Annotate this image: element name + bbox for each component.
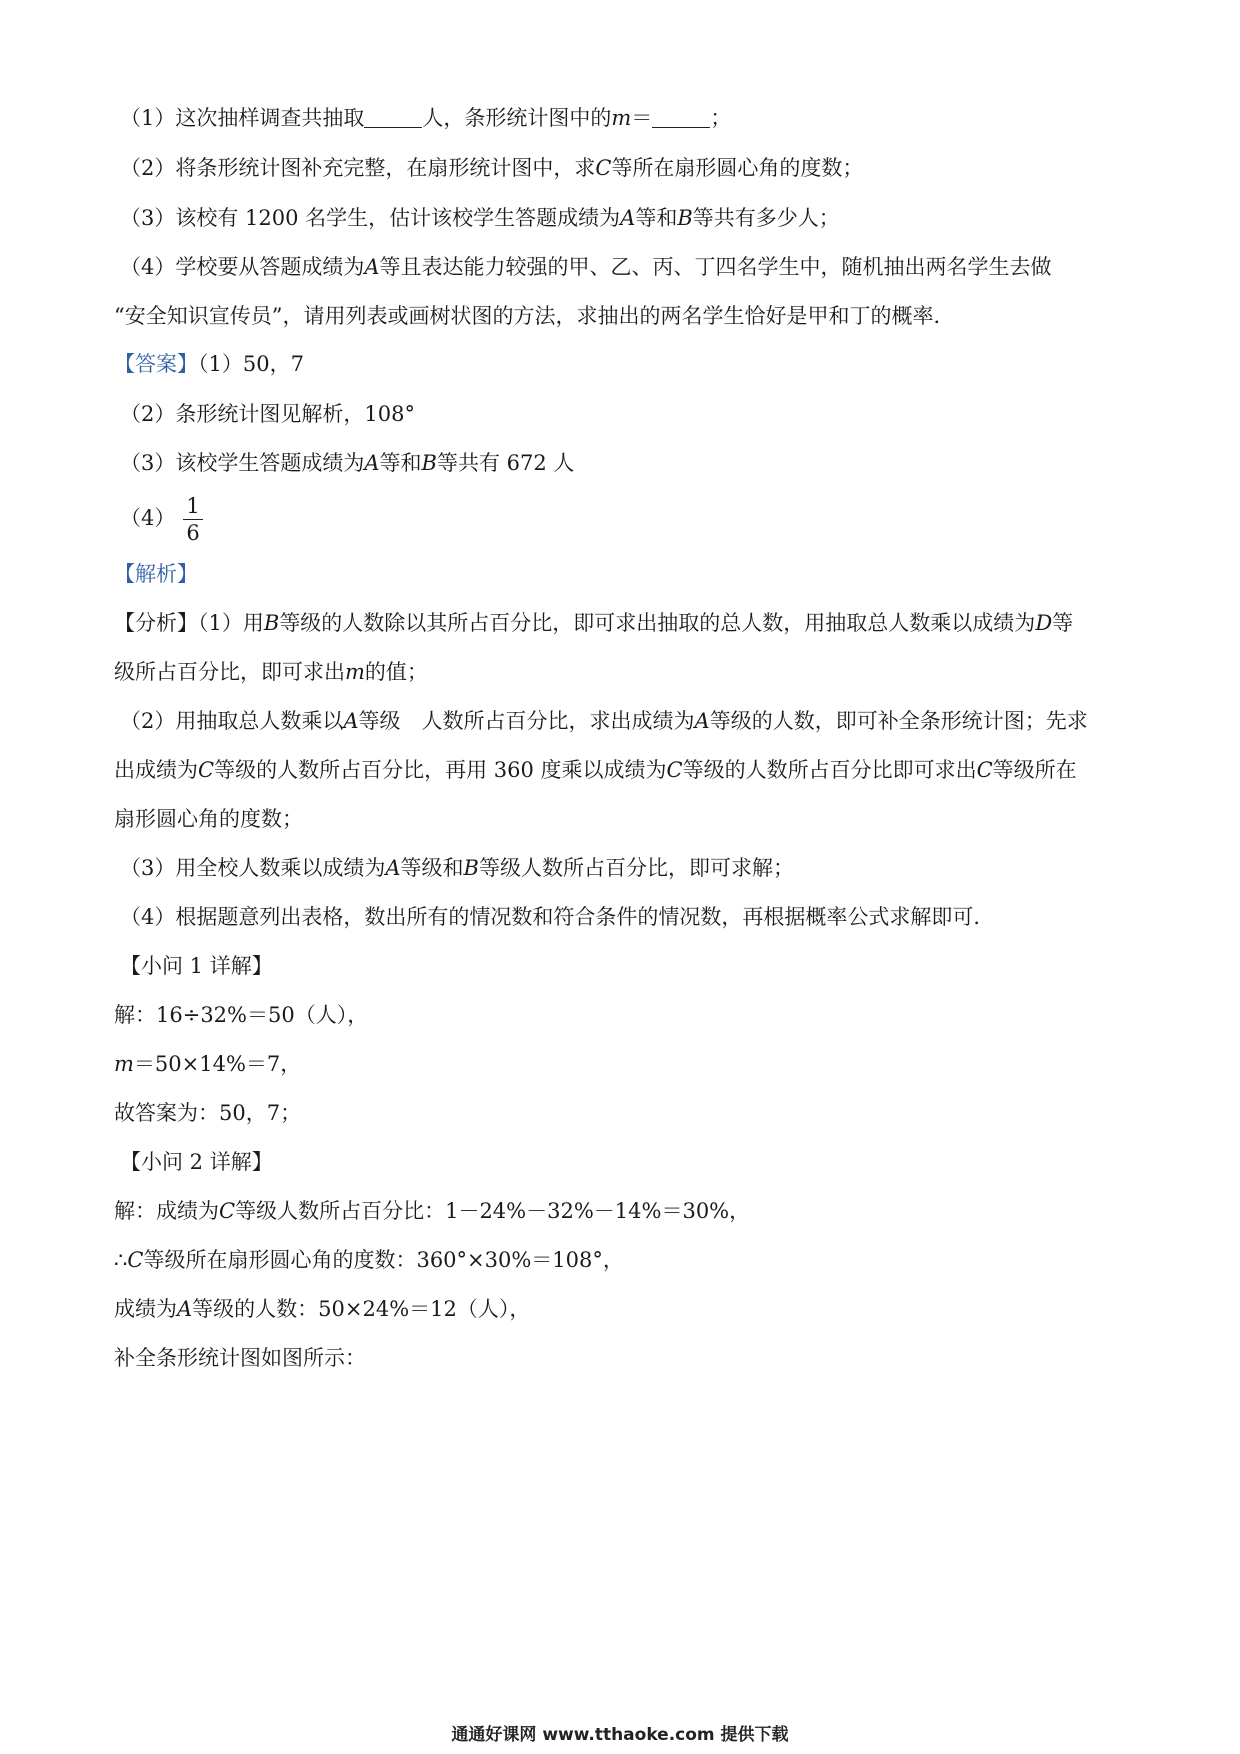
analysis-text: （2）用抽取总人数乘以 <box>120 709 344 733</box>
variable-a: A <box>364 255 380 279</box>
answer-4-prefix: （4） <box>120 506 176 530</box>
detail-1-heading <box>120 952 273 980</box>
solution-text: 成绩为 <box>114 1297 177 1321</box>
variable-a: A <box>694 709 710 733</box>
question-3-text: 等和 <box>635 206 678 230</box>
analysis-text: 等级所在 <box>992 758 1077 782</box>
analysis-text: 等级的人数，即可补全条形统计图；先求 <box>709 709 1088 733</box>
variable-a: A <box>177 1297 193 1321</box>
question-4-text: 等且表达能力较强的甲、乙、丙、丁四名学生中，随机抽出两名学生去做 <box>379 255 1052 279</box>
detail-2-heading <box>120 1148 273 1176</box>
question-1-text: ； <box>710 106 732 130</box>
variable-c: C <box>219 1199 236 1223</box>
question-1-text: 人，条形统计图中的 <box>422 106 612 130</box>
question-3-text: 等共有多少人； <box>692 206 840 230</box>
variable-m: m <box>345 660 365 684</box>
solution-text: 故答案为：50，7； <box>114 1101 302 1125</box>
question-4-text: （4）学校要从答题成绩为 <box>120 255 365 279</box>
analysis-text: （1）用 <box>198 611 264 635</box>
analysis-part-2-continued <box>114 756 1077 784</box>
therefore-symbol: ∴ <box>114 1248 128 1272</box>
answer-blank-2 <box>652 105 710 128</box>
analysis-text: 等级的人数所占百分比即可求出 <box>682 758 977 782</box>
detail-1-line-1 <box>114 1001 368 1029</box>
analysis-label: 【解析】 <box>114 562 198 586</box>
detail-1-line-3 <box>114 1099 301 1127</box>
variable-c: C <box>198 758 215 782</box>
solution-text: 等级的人数：50×24%＝12（人）， <box>192 1297 531 1321</box>
analysis-text: 等级 人数所占百分比，求出成绩为 <box>358 709 695 733</box>
answer-3-text: 等共有 672 人 <box>436 451 575 475</box>
analysis-text: 扇形圆心角的度数； <box>114 807 303 831</box>
question-3-text: （3）该校有 1200 名学生，估计该校学生答题成绩为 <box>120 206 621 230</box>
detail-2-line-4 <box>114 1344 366 1372</box>
question-2 <box>120 154 863 182</box>
fraction-one-sixth <box>183 493 202 546</box>
analysis-part-3 <box>120 854 794 882</box>
variable-b: B <box>263 611 280 635</box>
analysis-part-1-continued <box>114 658 428 686</box>
analysis-text: 出成绩为 <box>114 758 198 782</box>
question-2-text: （2）将条形统计图补充完整，在扇形统计图中，求 <box>120 156 596 180</box>
solution-text: ＝50×14%＝7， <box>133 1052 302 1076</box>
detail-1-label: 【小问 1 详解】 <box>120 954 273 978</box>
variable-m: m <box>611 106 632 130</box>
variable-a: A <box>343 709 359 733</box>
variable-c: C <box>666 758 683 782</box>
answer-label: 【答案】 <box>114 352 198 376</box>
analysis-subheading: 【分析】 <box>114 611 198 635</box>
question-4-text: “安全知识宣传员”，请用列表或画树状图的方法，求抽出的两名学生恰好是甲和丁的概率． <box>114 304 955 328</box>
variable-b: B <box>463 856 479 880</box>
question-4 <box>120 253 1052 281</box>
question-3 <box>120 204 840 232</box>
page-footer: 通通好课网 www.tthaoke.com 提供下载 <box>451 1725 789 1745</box>
variable-a: A <box>364 451 380 475</box>
detail-2-line-2 <box>114 1246 624 1274</box>
answer-3 <box>120 449 574 477</box>
solution-text: 等级人数所占百分比：1－24%－32%－14%＝30%， <box>235 1199 751 1223</box>
detail-2-label: 【小问 2 详解】 <box>120 1150 273 1174</box>
analysis-text: 等级的人数所占百分比，再用 360 度乘以成绩为 <box>214 758 667 782</box>
fraction-numerator: 1 <box>183 493 202 520</box>
variable-a: A <box>385 856 401 880</box>
detail-1-line-2 <box>114 1050 301 1078</box>
answer-4 <box>120 490 203 546</box>
answer-1-text: （1）50，7 <box>198 352 304 376</box>
answer-3-text: （3）该校学生答题成绩为 <box>120 451 365 475</box>
question-4-continued <box>114 302 954 330</box>
solution-text: 补全条形统计图如图所示： <box>114 1346 366 1370</box>
answer-2-text: （2）条形统计图见解析，108° <box>120 402 415 426</box>
fraction-denominator: 6 <box>186 521 200 545</box>
question-1 <box>120 104 731 132</box>
answer-2 <box>120 400 415 428</box>
analysis-text: 等级和 <box>400 856 464 880</box>
analysis-part-2-end <box>114 805 303 833</box>
variable-m: m <box>114 1052 134 1076</box>
analysis-text: （4）根据题意列出表格，数出所有的情况数和符合条件的情况数，再根据概率公式求解即可． <box>120 905 995 929</box>
analysis-part-1 <box>114 609 1073 637</box>
detail-2-line-3 <box>114 1295 530 1323</box>
solution-text: 解：成绩为 <box>114 1199 219 1223</box>
analysis-part-4 <box>120 903 994 931</box>
analysis-text: 等 <box>1052 611 1074 635</box>
question-1-text: （1）这次抽样调查共抽取 <box>120 106 365 130</box>
variable-c: C <box>127 1248 144 1272</box>
answer-3-text: 等和 <box>379 451 422 475</box>
answer-1 <box>114 350 304 378</box>
analysis-text: 等级的人数除以其所占百分比，即可求出抽取的总人数，用抽取总人数乘以成绩为 <box>279 611 1036 635</box>
variable-b: B <box>677 206 693 230</box>
variable-d: D <box>1035 611 1053 635</box>
analysis-text: 的值； <box>364 660 428 684</box>
question-1-text: ＝ <box>631 106 653 130</box>
variable-c: C <box>976 758 993 782</box>
variable-a: A <box>620 206 636 230</box>
question-2-text: 等所在扇形圆心角的度数； <box>611 156 864 180</box>
analysis-text: （3）用全校人数乘以成绩为 <box>120 856 386 880</box>
solution-text: 解：16÷32%＝50（人）， <box>114 1003 369 1027</box>
analysis-heading <box>114 560 198 588</box>
analysis-part-2 <box>120 707 1088 735</box>
detail-2-line-1 <box>114 1197 750 1225</box>
answer-blank-1 <box>364 105 422 128</box>
analysis-text: 级所占百分比，即可求出 <box>114 660 345 684</box>
variable-c: C <box>595 156 612 180</box>
variable-b: B <box>421 451 437 475</box>
analysis-text: 等级人数所占百分比，即可求解； <box>478 856 794 880</box>
solution-text: 等级所在扇形圆心角的度数：360°×30%＝108°， <box>143 1248 624 1272</box>
